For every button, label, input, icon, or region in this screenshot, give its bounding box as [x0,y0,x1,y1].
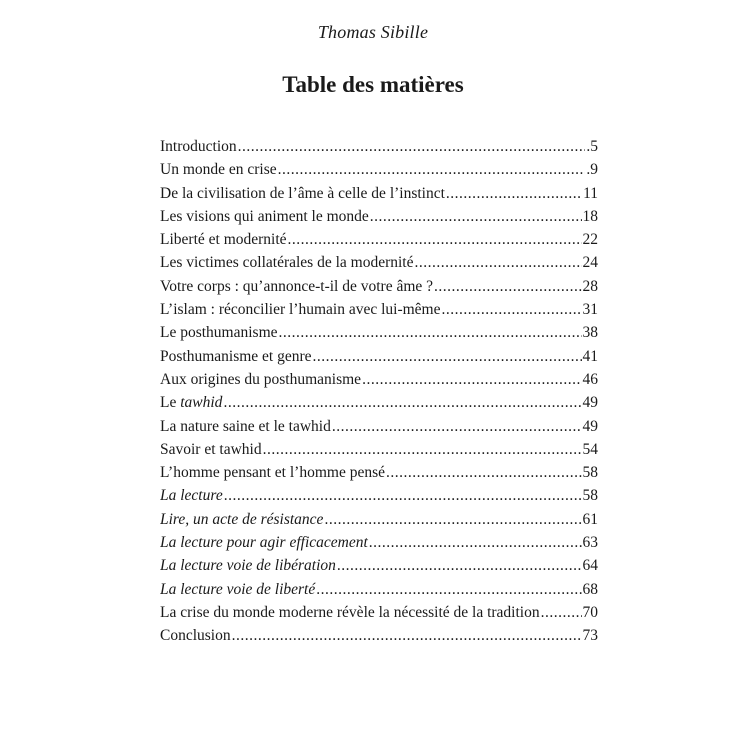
toc-entry-label [160,185,446,203]
toc-entry-label [160,324,279,342]
toc-entry-page-number: 63 [582,534,598,552]
toc-entry-page-number: 24 [582,254,598,272]
toc-entry-leader-dots [316,581,581,599]
toc-entry-page-number: 64 [582,557,598,575]
toc-entry[interactable] [160,371,598,394]
toc-entry[interactable] [160,418,598,441]
toc-entry-label-text: L’islam : réconcilier l’humain avec lui-même [160,301,441,319]
toc-entry-leader-dots [415,254,582,272]
toc-entry-page-number: 46 [582,370,598,388]
toc-entry-label [160,231,288,249]
toc-entry-leader-dots [337,557,582,575]
toc-entry[interactable] [160,324,598,347]
toc-entry-label-text: Posthumanisme et genre [160,347,312,365]
toc-entry-page-number: 11 [583,184,598,202]
toc-entry-label-text: Les visions qui animent le monde [160,207,369,225]
toc-entry-label-text: Conclusion [160,627,231,645]
toc-entry-label-text: Aux origines du posthumanisme [160,370,362,388]
toc-entry-page-number: 58 [582,464,598,482]
toc-entry-leader-dots [332,418,582,436]
toc-entry[interactable] [160,185,598,208]
toc-entry-page-number: 54 [582,440,598,458]
toc-entry-label-text: La lecture pour agir efficacement [160,534,368,552]
toc-entry-leader-dots [386,464,582,482]
toc-entry-label [160,348,313,366]
toc-entry-label [160,254,415,272]
toc-entry[interactable] [160,278,598,301]
toc-entry[interactable] [160,208,598,231]
toc-entry-page-number: 49 [582,394,598,412]
toc-entry-leader-dots [434,278,581,296]
toc-entry-label [160,418,332,436]
toc-entry[interactable] [160,161,598,184]
toc-entry-page-number: 31 [582,301,598,319]
toc-entry-leader-dots [313,348,582,366]
toc-entry-label-text: Le [160,394,181,412]
toc-entry-label-text: Votre corps : qu’annonce-t-il de votre âme ? [160,277,434,295]
toc-entry-label-text: Les victimes collatérales de la modernité [160,254,414,272]
toc-entry-label [160,208,370,226]
toc-entry[interactable] [160,581,598,604]
toc-entry-label [160,278,434,296]
toc-entry[interactable] [160,487,598,510]
toc-entry-page-number: 38 [582,324,598,342]
toc-entry[interactable] [160,511,598,534]
toc-entry-label [160,487,224,505]
toc-entry-label-text: Savoir et tawhid [160,440,262,458]
toc-entry-leader-dots [369,534,582,552]
toc-entry[interactable] [160,441,598,464]
toc-entry-label [160,581,316,599]
toc-entry-leader-dots [441,301,581,319]
toc-entry-label [160,371,362,389]
toc-entry-page-number: .5 [586,138,598,155]
toc-entry-label [160,301,441,319]
toc-entry-leader-dots [224,487,582,505]
toc-entry-page-number: 70 [582,603,598,621]
toc-entry-label [160,464,386,482]
toc-entry-label [160,534,369,552]
toc-entry-leader-dots [446,185,582,203]
toc-entry[interactable] [160,254,598,277]
toc-entry-page-number: 18 [582,207,598,225]
toc-entry-label [160,604,541,622]
author-name: Thomas Sibille [317,22,429,42]
toc-entry[interactable] [160,464,598,487]
page-title: Table des matières [282,72,464,97]
toc-entry-leader-dots [288,231,582,249]
toc-entry-label [160,441,263,459]
toc-entry-page-number: .9 [586,161,598,179]
toc-entry-label [160,138,238,156]
toc-entry-leader-dots [362,371,581,389]
toc-entry-page-number: 22 [582,231,598,249]
toc-entry-page-number: 68 [582,580,598,598]
toc-entry[interactable] [160,604,598,627]
toc-entry-leader-dots [223,394,581,412]
toc-entry-label-text: Introduction [160,138,237,155]
toc-entry-label-text: Liberté et modernité [160,231,287,249]
toc-entry-label-text: La lecture voie de liberté [160,580,316,598]
toc-entry-label-text: Lire, un acte de résistance [160,510,324,528]
toc-entry-page-number: 58 [582,487,598,505]
table-of-contents [160,138,598,651]
toc-entry-label [160,511,324,529]
toc-entry-label [160,161,278,179]
toc-entry-leader-dots [324,511,581,529]
toc-entry-page-number: 61 [582,510,598,528]
toc-entry-label-text: La lecture [160,487,223,505]
toc-entry-label-text: Un monde en crise [160,161,277,179]
toc-entry[interactable] [160,301,598,324]
toc-entry-leader-dots [370,208,582,226]
toc-entry-label-text: La lecture voie de libération [160,557,336,575]
toc-entry-leader-dots [263,441,582,459]
toc-entry-label [160,557,337,575]
toc-entry-label-text: De la civilisation de l’âme à celle de l’instinct [160,184,445,202]
toc-entry[interactable] [160,534,598,557]
toc-entry-page-number: 73 [582,627,598,645]
toc-entry-page-number: 41 [582,347,598,365]
toc-entry-page-number: 49 [582,417,598,435]
toc-entry-label [160,627,232,645]
toc-entry-leader-dots [278,161,586,179]
toc-entry[interactable] [160,231,598,254]
toc-entry-label-text: L’homme pensant et l’homme pensé [160,464,385,482]
toc-entry[interactable] [160,394,598,417]
toc-entry-label [160,394,223,412]
toc-entry-leader-dots [238,138,586,156]
toc-entry-label-text: La nature saine et le tawhid [160,417,331,435]
toc-entry-leader-dots [279,324,582,342]
toc-entry-label-text: Le posthumanisme [160,324,278,342]
toc-entry-page-number: 28 [582,277,598,295]
toc-entry[interactable] [160,138,598,161]
toc-entry[interactable] [160,557,598,580]
toc-entry-leader-dots [541,604,582,622]
toc-entry[interactable] [160,348,598,371]
toc-entry-leader-dots [232,627,582,645]
toc-entry-label-italic: tawhid [180,394,223,412]
toc-entry-label-text: La crise du monde moderne révèle la nécessité de la tradition [160,603,540,621]
toc-entry[interactable] [160,627,598,650]
